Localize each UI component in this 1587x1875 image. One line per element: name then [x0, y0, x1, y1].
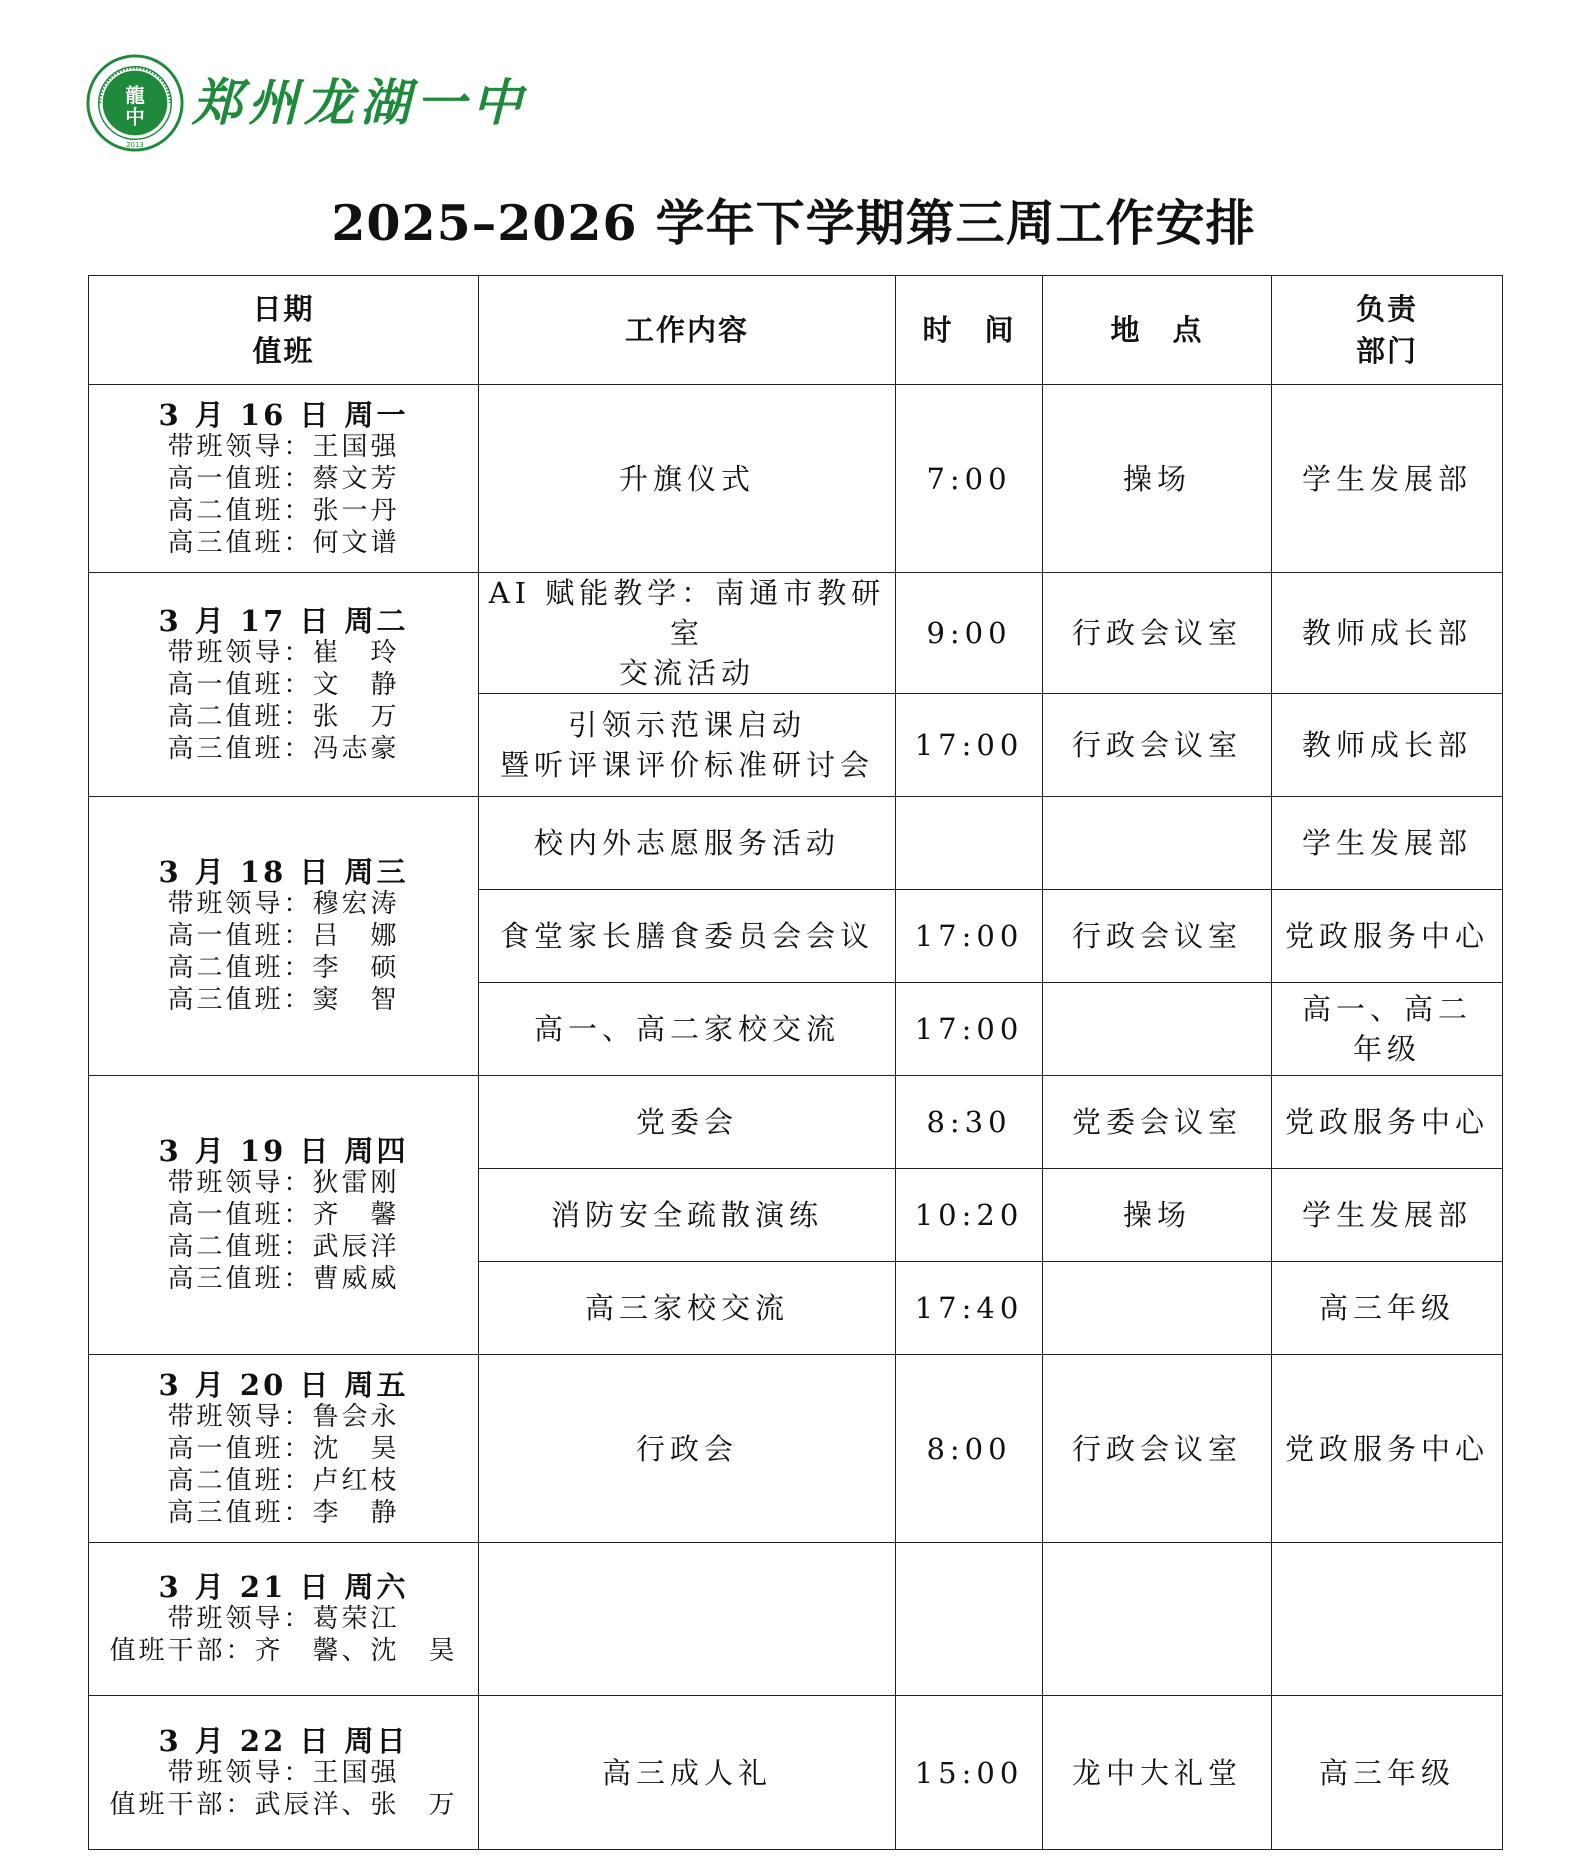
duty-person-line: 高二值班：武辰洋 [167, 1232, 400, 1262]
dept-cell [1272, 1543, 1503, 1696]
dept-line: 党政服务中心 [1284, 1431, 1489, 1466]
time-cell: 9:00 [896, 573, 1043, 694]
work-content-line: 暨听评课评价标准研讨会 [499, 748, 874, 782]
duty-person-line: 值班干部：武辰洋、张 万 [109, 1789, 458, 1820]
time-cell: 8:00 [896, 1355, 1043, 1543]
school-seal-icon [86, 54, 184, 152]
header-content: 工作内容 [479, 276, 896, 385]
header-place: 地 点 [1043, 276, 1272, 385]
duty-person-line: 带班领导：崔 玲 [167, 637, 400, 668]
work-content-line: 行政会 [635, 1431, 738, 1466]
table-row [89, 1355, 1503, 1543]
table-row [89, 1696, 1503, 1850]
duty-date: 3 月 17 日 周二 [158, 603, 409, 638]
time-cell: 17:00 [896, 983, 1043, 1076]
place-cell: 行政会议室 [1043, 573, 1272, 694]
dept-line: 高三年级 [1318, 1755, 1455, 1790]
place-cell: 操场 [1043, 1169, 1272, 1262]
work-content-cell [479, 1543, 896, 1696]
dept-line: 高一、高二 [1301, 992, 1472, 1026]
duty-person-line: 带班领导：狄雷刚 [167, 1168, 400, 1198]
time-cell [896, 797, 1043, 890]
work-content-cell [479, 573, 896, 694]
dept-cell [1272, 983, 1503, 1076]
duty-person-line: 高三值班：何文谱 [167, 527, 400, 558]
duty-person-line: 高一值班：齐 馨 [167, 1200, 400, 1230]
place-cell: 操场 [1043, 385, 1272, 573]
dept-line: 学生发展部 [1301, 1198, 1472, 1232]
dept-cell [1272, 573, 1503, 694]
header-dept: 负责 部门 [1272, 276, 1503, 385]
table-row [89, 1543, 1503, 1696]
dept-line: 学生发展部 [1301, 461, 1472, 496]
dept-cell [1272, 797, 1503, 890]
work-content-cell [479, 797, 896, 890]
duty-cell [89, 573, 479, 797]
table-header-row [89, 276, 1503, 385]
time-cell: 17:40 [896, 1262, 1043, 1355]
place-cell [1043, 797, 1272, 890]
work-content-cell [479, 983, 896, 1076]
dept-line: 教师成长部 [1301, 728, 1472, 762]
dept-cell [1272, 1696, 1503, 1850]
page-title: 2025–2026 学年下学期第三周工作安排 [331, 194, 1256, 252]
work-content-line: 交流活动 [618, 656, 755, 690]
header-time: 时 间 [896, 276, 1043, 385]
time-cell: 7:00 [896, 385, 1043, 573]
duty-person-line: 带班领导：穆宏涛 [167, 889, 400, 919]
duty-person-line: 高二值班：李 硕 [167, 953, 400, 983]
time-cell: 15:00 [896, 1696, 1043, 1850]
place-cell [1043, 1543, 1272, 1696]
seal-character: 中 [125, 105, 145, 129]
work-content-line: 高三家校交流 [584, 1291, 789, 1325]
work-content-cell [479, 385, 896, 573]
schedule-table [88, 275, 1503, 1850]
duty-person-line: 高二值班：张一丹 [167, 495, 400, 526]
place-cell [1043, 983, 1272, 1076]
duty-person-line: 值班干部：齐 馨、沈 昊 [109, 1636, 458, 1666]
duty-person-line: 高一值班：文 静 [167, 669, 400, 700]
duty-date: 3 月 21 日 周六 [158, 1570, 409, 1604]
duty-cell [89, 1355, 479, 1543]
work-content-cell [479, 1169, 896, 1262]
work-content-line: 党委会 [635, 1105, 738, 1139]
duty-cell [89, 1076, 479, 1355]
dept-line: 学生发展部 [1301, 826, 1472, 860]
duty-person-line: 高三值班：窦 智 [167, 985, 400, 1015]
work-content-line: 引领示范课启动 [567, 708, 806, 742]
school-logo [86, 54, 528, 152]
work-content-cell [479, 1076, 896, 1169]
time-cell: 17:00 [896, 890, 1043, 983]
dept-cell [1272, 694, 1503, 797]
work-content-cell [479, 694, 896, 797]
dept-line: 高三年级 [1318, 1291, 1455, 1325]
time-cell: 10:20 [896, 1169, 1043, 1262]
duty-person-line: 高一值班：吕 娜 [167, 921, 400, 951]
time-cell: 8:30 [896, 1076, 1043, 1169]
header-date-duty: 日期 值班 [89, 276, 479, 385]
dept-cell [1272, 385, 1503, 573]
duty-person-line: 带班领导：葛荣江 [167, 1604, 400, 1634]
duty-date: 3 月 18 日 周三 [158, 855, 409, 889]
table-row [89, 1076, 1503, 1169]
place-cell [1043, 1262, 1272, 1355]
duty-cell [89, 385, 479, 573]
svg-text:2013: 2013 [126, 141, 144, 150]
work-content-cell [479, 890, 896, 983]
dept-cell [1272, 1076, 1503, 1169]
dept-line: 教师成长部 [1301, 616, 1472, 650]
duty-person-line: 高三值班：冯志豪 [167, 733, 400, 764]
place-cell: 行政会议室 [1043, 890, 1272, 983]
dept-cell [1272, 890, 1503, 983]
place-cell: 行政会议室 [1043, 694, 1272, 797]
seal-character: 龍 [125, 84, 145, 108]
work-content-line: 校内外志愿服务活动 [533, 826, 840, 860]
dept-cell [1272, 1169, 1503, 1262]
place-cell: 党委会议室 [1043, 1076, 1272, 1169]
dept-cell [1272, 1355, 1503, 1543]
table-row [89, 385, 1503, 573]
table-row [89, 573, 1503, 694]
duty-date: 3 月 19 日 周四 [158, 1134, 409, 1168]
work-content-cell [479, 1696, 896, 1850]
work-content-line: 高一、高二家校交流 [533, 1012, 840, 1046]
duty-person-line: 带班领导：王国强 [167, 431, 400, 462]
work-content-line: 升旗仪式 [618, 461, 755, 496]
place-cell: 龙中大礼堂 [1043, 1696, 1272, 1850]
duty-person-line: 带班领导：鲁会永 [167, 1401, 400, 1432]
duty-person-line: 高二值班：卢红枝 [167, 1465, 400, 1496]
work-content-line: 高三成人礼 [601, 1755, 772, 1790]
place-cell: 行政会议室 [1043, 1355, 1272, 1543]
time-cell [896, 1543, 1043, 1696]
dept-line: 党政服务中心 [1284, 919, 1489, 953]
dept-cell [1272, 1262, 1503, 1355]
work-content-line: 消防安全疏散演练 [550, 1198, 823, 1232]
duty-date: 3 月 20 日 周五 [158, 1367, 409, 1402]
work-content-cell [479, 1262, 896, 1355]
duty-person-line: 带班领导：王国强 [167, 1757, 400, 1788]
duty-cell [89, 797, 479, 1076]
duty-person-line: 高二值班：张 万 [167, 701, 400, 732]
duty-date: 3 月 22 日 周日 [158, 1723, 409, 1758]
school-name-logotype: 郑州龙湖一中 [192, 74, 528, 132]
time-cell: 17:00 [896, 694, 1043, 797]
duty-person-line: 高一值班：沈 昊 [167, 1433, 400, 1464]
duty-cell [89, 1543, 479, 1696]
duty-person-line: 高三值班：曹威威 [167, 1264, 400, 1294]
duty-cell [89, 1696, 479, 1850]
duty-date: 3 月 16 日 周一 [158, 397, 409, 432]
duty-person-line: 高三值班：李 静 [167, 1497, 400, 1528]
duty-person-line: 高一值班：蔡文芳 [167, 463, 400, 494]
work-content-line: 食堂家长膳食委员会会议 [499, 919, 874, 953]
dept-line: 党政服务中心 [1284, 1105, 1489, 1139]
dept-line: 年级 [1352, 1032, 1421, 1066]
table-row [89, 797, 1503, 890]
work-content-line: AI 赋能教学：南通市教研室 [488, 576, 886, 650]
work-content-cell [479, 1355, 896, 1543]
